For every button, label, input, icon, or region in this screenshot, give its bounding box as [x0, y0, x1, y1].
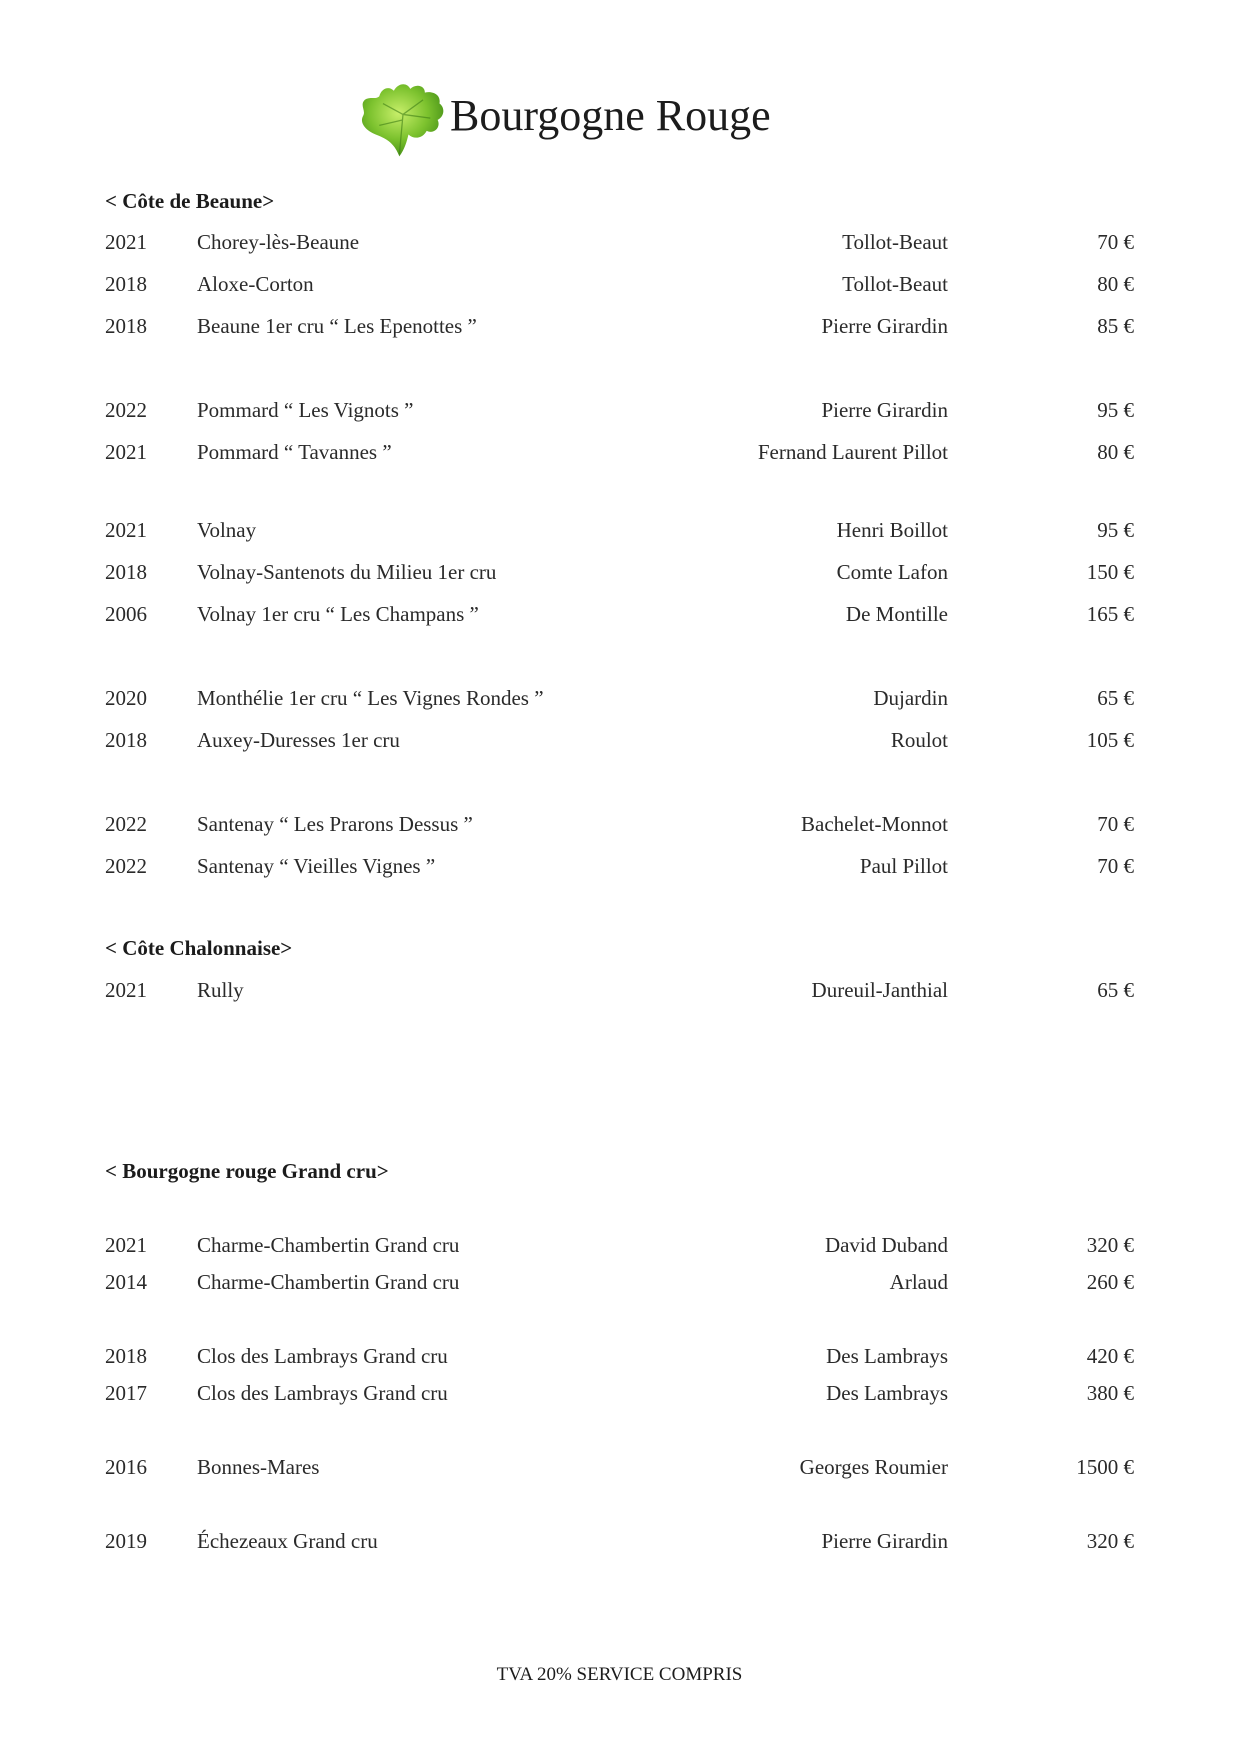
wine-price: 85 €	[1097, 314, 1134, 338]
wine-year: 2022	[105, 812, 147, 836]
wine-row	[0, 314, 1239, 344]
wine-producer: Pierre Girardin	[821, 398, 948, 422]
wine-year: 2022	[105, 854, 147, 878]
wine-name: Volnay 1er cru “ Les Champans ”	[197, 602, 479, 626]
wine-price: 260 €	[1086, 1270, 1134, 1294]
wine-price: 70 €	[1097, 230, 1134, 254]
wine-row	[0, 1270, 1239, 1300]
section-heading: < Côte de Beaune>	[105, 189, 275, 213]
wine-year: 2022	[105, 398, 147, 422]
wine-price: 70 €	[1097, 812, 1134, 836]
wine-producer: Dureuil-Janthial	[811, 978, 948, 1002]
wine-producer: De Montille	[845, 602, 948, 626]
wine-row	[0, 230, 1239, 260]
wine-producer: Tollot-Beaut	[842, 230, 948, 254]
wine-row	[0, 602, 1239, 632]
wine-producer: Fernand Laurent Pillot	[757, 440, 948, 464]
wine-producer: Henri Boillot	[836, 518, 948, 542]
wine-producer: David Duband	[824, 1233, 948, 1257]
wine-name: Aloxe-Corton	[197, 272, 314, 296]
wine-name: Monthélie 1er cru “ Les Vignes Rondes ”	[197, 686, 544, 710]
wine-row	[0, 518, 1239, 548]
wine-name: Beaune 1er cru “ Les Epenottes ”	[197, 314, 477, 338]
wine-year: 2018	[105, 272, 147, 296]
wine-price: 80 €	[1097, 272, 1134, 296]
wine-price: 65 €	[1097, 686, 1134, 710]
wine-name: Chorey-lès-Beaune	[197, 230, 360, 254]
wine-producer: Arlaud	[889, 1270, 948, 1294]
wine-year: 2019	[105, 1529, 147, 1553]
page-title: Bourgogne Rouge	[450, 91, 771, 140]
wine-name: Clos des Lambrays Grand cru	[197, 1381, 448, 1405]
wine-producer: Georges Roumier	[799, 1455, 948, 1479]
wine-producer: Paul Pillot	[859, 854, 948, 878]
wine-year: 2021	[105, 440, 147, 464]
wine-name: Auxey-Duresses 1er cru	[197, 728, 400, 752]
wine-price: 1500 €	[1076, 1455, 1134, 1479]
wine-name: Bonnes-Mares	[197, 1455, 320, 1479]
wine-row	[0, 812, 1239, 842]
wine-name: Volnay	[197, 518, 257, 542]
wine-year: 2021	[105, 518, 147, 542]
wine-price: 95 €	[1097, 398, 1134, 422]
wine-row	[0, 1233, 1239, 1263]
wine-producer: Pierre Girardin	[821, 314, 948, 338]
wine-price: 80 €	[1097, 440, 1134, 464]
wine-row	[0, 728, 1239, 758]
wine-year: 2016	[105, 1455, 147, 1479]
wine-year: 2018	[105, 1344, 147, 1368]
wine-row	[0, 978, 1239, 1008]
wine-producer: Bachelet-Monnot	[801, 812, 948, 836]
wine-price: 380 €	[1086, 1381, 1134, 1405]
wine-name: Pommard “ Tavannes ”	[197, 440, 392, 464]
wine-year: 2021	[105, 1233, 147, 1257]
section-heading: < Bourgogne rouge Grand cru>	[105, 1159, 389, 1183]
wine-row	[0, 854, 1239, 884]
wine-price: 95 €	[1097, 518, 1134, 542]
wine-row	[0, 560, 1239, 590]
wine-price: 165 €	[1086, 602, 1134, 626]
wine-producer: Des Lambrays	[826, 1381, 948, 1405]
wine-row	[0, 1344, 1239, 1374]
wine-name: Rully	[197, 978, 244, 1002]
wine-row	[0, 1381, 1239, 1411]
wine-price: 320 €	[1086, 1233, 1134, 1257]
wine-name: Santenay “ Les Prarons Dessus ”	[197, 812, 473, 836]
page-header	[0, 72, 1239, 162]
wine-year: 2020	[105, 686, 147, 710]
wine-year: 2021	[105, 978, 147, 1002]
wine-name: Pommard “ Les Vignots ”	[197, 398, 414, 422]
wine-name: Échezeaux Grand cru	[197, 1529, 378, 1553]
wine-producer: Roulot	[890, 728, 948, 752]
wine-row	[0, 686, 1239, 716]
wine-year: 2018	[105, 728, 147, 752]
wine-name: Charme-Chambertin Grand cru	[197, 1270, 460, 1294]
wine-year: 2018	[105, 314, 147, 338]
wine-producer: Tollot-Beaut	[842, 272, 948, 296]
wine-producer: Pierre Girardin	[821, 1529, 948, 1553]
wine-price: 320 €	[1086, 1529, 1134, 1553]
wine-year: 2018	[105, 560, 147, 584]
wine-price: 150 €	[1086, 560, 1134, 584]
wine-name: Clos des Lambrays Grand cru	[197, 1344, 448, 1368]
wine-producer: Comte Lafon	[836, 560, 948, 584]
section-heading: < Côte Chalonnaise>	[105, 936, 293, 960]
wine-name: Charme-Chambertin Grand cru	[197, 1233, 460, 1257]
wine-row	[0, 272, 1239, 302]
grape-leaf-icon	[356, 78, 450, 160]
wine-price: 70 €	[1097, 854, 1134, 878]
wine-name: Volnay-Santenots du Milieu 1er cru	[197, 560, 497, 584]
wine-price: 65 €	[1097, 978, 1134, 1002]
wine-row	[0, 440, 1239, 470]
wine-price: 105 €	[1086, 728, 1134, 752]
wine-year: 2006	[105, 602, 147, 626]
footer-note: TVA 20% SERVICE COMPRIS	[496, 1664, 743, 1685]
wine-producer: Dujardin	[873, 686, 948, 710]
wine-year: 2017	[105, 1381, 147, 1405]
wine-name: Santenay “ Vieilles Vignes ”	[197, 854, 436, 878]
wine-year: 2014	[105, 1270, 147, 1294]
wine-row	[0, 398, 1239, 428]
wine-price: 420 €	[1086, 1344, 1134, 1368]
wine-producer: Des Lambrays	[826, 1344, 948, 1368]
wine-row	[0, 1529, 1239, 1559]
wine-year: 2021	[105, 230, 147, 254]
wine-row	[0, 1455, 1239, 1485]
